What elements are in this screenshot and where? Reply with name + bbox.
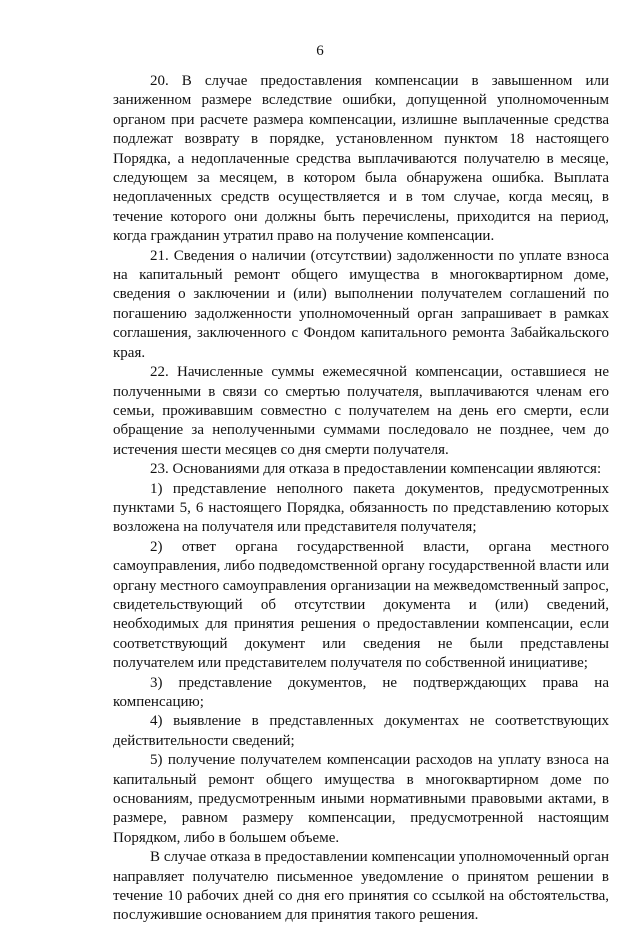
document-body: [113, 72, 609, 926]
list-item-1: 1) представление неполного пакета документов, предусмотренных пунктами 5, 6 настоящего Порядка, обязанность по представлению которых возложена на получателя или представителя получателя;: [113, 480, 609, 536]
list-item-4: 4) выявление в представленных документах не соответствующих действительности сведений;: [113, 713, 609, 749]
list-item-5: 5) получение получателем компенсации расходов на уплату взноса на капитальный ремонт общего имущества в многоквартирном доме по основаниям, предусмотренным иными нормативными правовыми актами, в размере, равном размеру компенсации, предусмотренной настоящим Порядком, либо в большем объеме.: [113, 752, 609, 846]
list-item-2: 2) ответ органа государственной власти, органа местного самоуправления, либо подведомственной органу государственной власти или органу местного самоуправления организации на межведомственный запрос, свидетельствующий об отсутствии документа и (или) сведений, необходимых для принятия решения о предоставлении компенсации, если соответствующий документ или сведения не были представлены получателем или представителем получателя по собственной инициативе;: [113, 538, 609, 672]
paragraph-21: 21. Сведения о наличии (отсутствии) задолженности по уплате взноса на капитальный ремонт общего имущества в многоквартирном доме, сведения о заключении и (или) выполнении получателем соглашений по погашению задолженности уполномоченный орган запрашивает в рамках соглашения, заключенного с Фондом капитального ремонта Забайкальского края.: [113, 247, 609, 361]
list-item-3: 3) представление документов, не подтверждающих права на компенсацию;: [113, 674, 609, 710]
paragraph-22: 22. Начисленные суммы ежемесячной компенсации, оставшиеся не полученными в связи со смертью получателя, выплачиваются членам его семьи, проживавшим совместно с получателем на день его смерти, если обращение за неполученными суммами последовало не позднее, чем до истечения шести месяцев со дня смерти получателя.: [113, 364, 609, 458]
paragraph-23: 23. Основаниями для отказа в предоставлении компенсации являются:: [150, 461, 602, 478]
page-number: 6: [316, 43, 324, 59]
paragraph-20: 20. В случае предоставления компенсации в завышенном или заниженном размере вследствие ошибки, допущенной уполномоченным органом при расчете размера компенсации, излишне выплаченные средства подлежат возврату в порядке, установленном пунктом 18 настоящего Порядка, а недоплаченные средства выплачиваются получателю в месяце, следующем за месяцем, в котором была обнаружена ошибка. Выплата недоплаченных средств осуществляется и в том случае, когда месяц, в течение которого они должны быть перечислены, приходится на период, когда гражданин утратил право на получение компенсации.: [113, 73, 609, 245]
refusal-notice-paragraph: В случае отказа в предоставлении компенсации уполномоченный орган направляет получателю письменное уведомление о принятом решении в течение 10 рабочих дней со дня его принятия со ссылкой на обстоятельства, послужившие основанием для принятия такого решения.: [113, 849, 609, 924]
